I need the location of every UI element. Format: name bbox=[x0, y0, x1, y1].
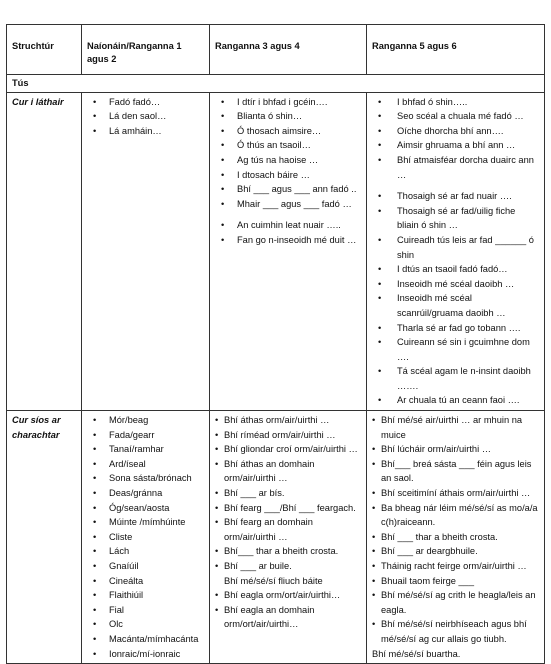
list-item: • Óg/sean/aosta bbox=[87, 501, 204, 516]
header-structure: Struchtúr bbox=[7, 25, 82, 75]
list-item: • Bhí___ breá sásta ___ féin agus leis an saol. bbox=[372, 457, 539, 486]
list-item: • Ard/íseal bbox=[87, 457, 204, 472]
list-item: • Bhuail taom feirge ___ bbox=[372, 574, 539, 589]
list-item: • Macánta/mímhacánta bbox=[87, 632, 204, 647]
list-item: • I dtús an tsaoil fadó fadó… bbox=[372, 262, 539, 277]
row-label: Cur síos ar charachtar bbox=[7, 411, 82, 664]
list-item: • Cliste bbox=[87, 530, 204, 545]
list-item: • Bhí ríméad orm/air/uirthi … bbox=[215, 428, 361, 443]
list-item: • Mhair ___ agus ___ fadó … bbox=[215, 197, 361, 212]
list-item: Bhí mé/sé/sí buartha. bbox=[372, 648, 461, 659]
list-item: • Fada/gearr bbox=[87, 428, 204, 443]
list-item: • Bhí fearg an domhain orm/air/uirthi … bbox=[215, 515, 361, 544]
list-item: • Bhí sceitimíní áthais orm/air/uirthi … bbox=[372, 486, 539, 501]
list-item: • Fial bbox=[87, 603, 204, 618]
table-row bbox=[7, 92, 545, 410]
list-item: • Bhí lúcháir orm/air/uirthi … bbox=[372, 442, 539, 457]
list-item: • Bhí ___ agus ___ ann fadó .. bbox=[215, 182, 361, 197]
list-item: • Thosaigh sé ar fad/uilig fiche bliain ó shin … bbox=[372, 204, 539, 233]
list-item: • Aimsir ghruama a bhí ann … bbox=[372, 138, 539, 153]
list-item: • I dtosach báire … bbox=[215, 168, 361, 183]
cell-infants bbox=[82, 92, 210, 410]
list-item: • Olc bbox=[87, 617, 204, 632]
list-item: • Tanaí/ramhar bbox=[87, 442, 204, 457]
list-item: • I bhfad ó shin….. bbox=[372, 95, 539, 110]
list-item: • Lá amháin… bbox=[87, 124, 204, 139]
list-item: • Bhí mé/sé/sí ag crith le heagla/leis an eagla. bbox=[372, 588, 539, 617]
list-item: • Bhí fearg ___/Bhí ___ feargach. bbox=[215, 501, 361, 516]
list-item: • Múinte /mímhúinte bbox=[87, 515, 204, 530]
list-item: • Cineálta bbox=[87, 574, 204, 589]
list-item: • Bhí___ thar a bheith crosta. bbox=[215, 544, 361, 559]
list-item: • Thosaigh sé ar fad nuair …. bbox=[372, 189, 539, 204]
header-classes-3-4: Ranganna 3 agus 4 bbox=[210, 25, 367, 75]
cell-classes-5-6 bbox=[367, 92, 545, 410]
list-item: • Tháinig racht feirge orm/air/uirthi … bbox=[372, 559, 539, 574]
list-item: • Ionraic/mí-ionraic bbox=[87, 647, 204, 662]
list-item: • Deas/gránna bbox=[87, 486, 204, 501]
list-item: • Inseoidh mé scéal scanrúil/gruama daoibh … bbox=[372, 291, 539, 320]
list-item: • Bhí ___ ar deargbhuile. bbox=[372, 544, 539, 559]
list-item: • Blianta ó shin… bbox=[215, 109, 361, 124]
list-item: • Bhí eagla an domhain orm/ort/air/uirthi… bbox=[215, 603, 361, 632]
list-item: • Bhí ___ thar a bheith crosta. bbox=[372, 530, 539, 545]
list-item: • Cuireadh tús leis ar fad ______ ó shin bbox=[372, 233, 539, 262]
list-item: • Bhí atmaisféar dorcha duairc ann … bbox=[372, 153, 539, 182]
list-item: Bhí mé/sé/sí fliuch báite bbox=[224, 575, 323, 586]
header-row bbox=[7, 25, 545, 75]
list-item: • Bhí ___ ar bís. bbox=[215, 486, 361, 501]
list-item: • Bhí mé/sé air/uirthi … ar mhuin na muice bbox=[372, 413, 539, 442]
list-item: • Cuireann sé sin i gcuimhne dom …. bbox=[372, 335, 539, 364]
table-row bbox=[7, 411, 545, 664]
list-item: • Bhí mé/sé/sí neirbhíseach agus bhí mé/sé/sí ag cur allais go tiubh. bbox=[372, 617, 539, 646]
list-item: • Tharla sé ar fad go tobann …. bbox=[372, 321, 539, 336]
cell-classes-3-4 bbox=[210, 92, 367, 410]
cell-classes-5-6 bbox=[367, 411, 545, 664]
list-item: • Bhí áthas orm/air/uirthi … bbox=[215, 413, 361, 428]
list-item: • Fan go n-inseoidh mé duit … bbox=[215, 233, 361, 248]
list-item: • An cuimhin leat nuair ….. bbox=[215, 218, 361, 233]
list-item: • Bhí áthas an domhain orm/air/uirthi … bbox=[215, 457, 361, 486]
list-item: • Fadó fadó… bbox=[87, 95, 204, 110]
list-item: • Ag tús na haoise … bbox=[215, 153, 361, 168]
section-row bbox=[7, 75, 545, 93]
cell-infants bbox=[82, 411, 210, 664]
list-item: • I dtír i bhfad i gcéin…. bbox=[215, 95, 361, 110]
list-item: • Seo scéal a chuala mé fadó … bbox=[372, 109, 539, 124]
cell-classes-3-4 bbox=[210, 411, 367, 664]
list-item: • Tá scéal agam le n-insint daoibh ……. bbox=[372, 364, 539, 393]
writing-genre-table bbox=[6, 24, 545, 664]
list-item: • Bhí eagla orm/ort/air/uirthi… bbox=[215, 588, 361, 603]
list-item: • Bhí gliondar croí orm/air/uirthi … bbox=[215, 442, 361, 457]
list-item: • Ar chuala tú an ceann faoi …. bbox=[372, 393, 539, 408]
header-infants-classes-1-2: Naíonáin/Ranganna 1 agus 2 bbox=[82, 25, 210, 75]
list-item: • Ó thús an tsaoil… bbox=[215, 138, 361, 153]
list-item: • Gnaíúil bbox=[87, 559, 204, 574]
list-item: • Inseoidh mé scéal daoibh … bbox=[372, 277, 539, 292]
list-item: • Ó thosach aimsire… bbox=[215, 124, 361, 139]
section-title: Tús bbox=[7, 75, 545, 93]
list-item: • Oíche dhorcha bhí ann…. bbox=[372, 124, 539, 139]
list-item: • Lách bbox=[87, 544, 204, 559]
list-item: • Sona sásta/brónach bbox=[87, 471, 204, 486]
list-item: • Lá den saol… bbox=[87, 109, 204, 124]
row-label: Cur i láthair bbox=[7, 92, 82, 410]
list-item: • Flaithiúil bbox=[87, 588, 204, 603]
list-item: • Ba bheag nár léim mé/sé/sí as mo/a/a c(h)raiceann. bbox=[372, 501, 539, 530]
list-item: • Bhí ___ ar buile. bbox=[215, 559, 361, 574]
header-classes-5-6: Ranganna 5 agus 6 bbox=[367, 25, 545, 75]
list-item: • Mór/beag bbox=[87, 413, 204, 428]
